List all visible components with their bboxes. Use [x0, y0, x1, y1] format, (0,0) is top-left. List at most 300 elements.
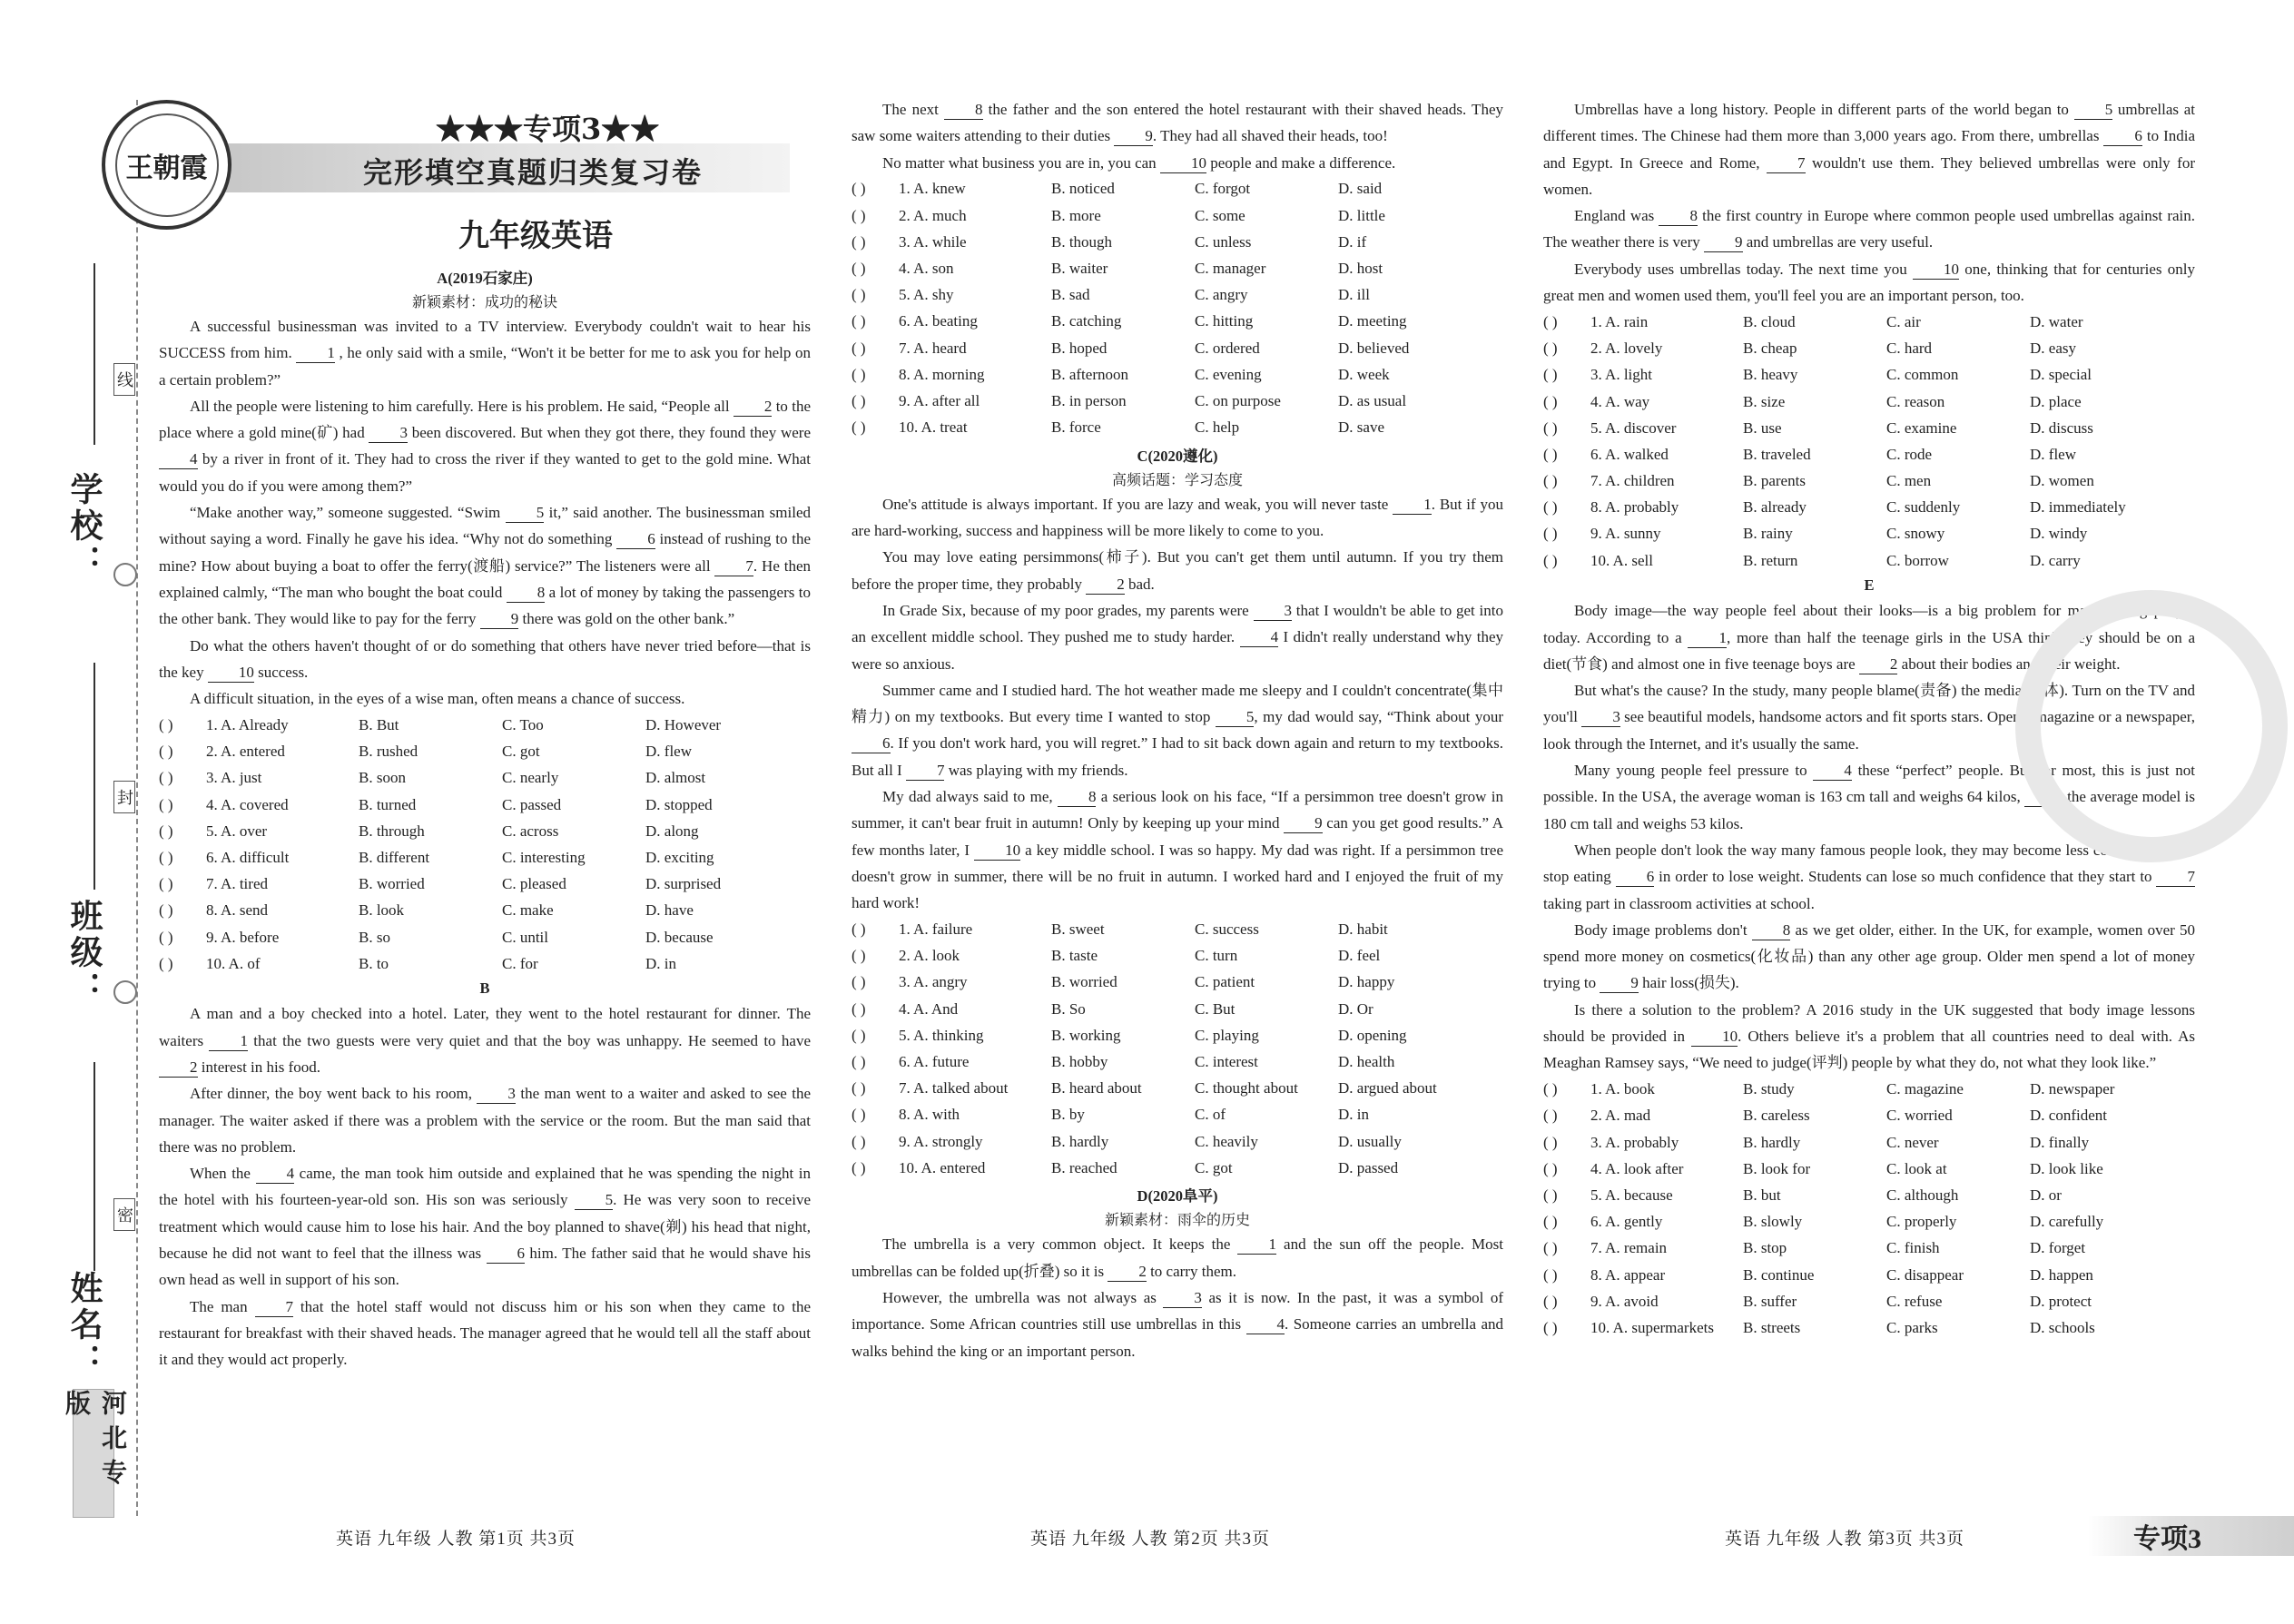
blank-number[interactable]: 6 [616, 530, 655, 549]
blank-number[interactable]: 3 [1254, 602, 1293, 621]
option-choice[interactable]: D. said [1338, 180, 1383, 198]
answer-paren[interactable]: ( ) [852, 312, 866, 330]
answer-paren[interactable]: ( ) [852, 973, 866, 991]
option-choice[interactable]: D. meeting [1338, 312, 1407, 330]
answer-paren[interactable]: ( ) [159, 954, 173, 972]
blank-number[interactable]: 5 [1216, 708, 1255, 727]
option-choice[interactable]: C. manager [1195, 260, 1266, 278]
answer-paren[interactable]: ( ) [159, 716, 173, 734]
option-choice[interactable]: C. pleased [502, 875, 566, 893]
option-choice[interactable]: 5. A. shy [899, 286, 954, 304]
option-choice[interactable]: 5. A. discover [1590, 418, 1677, 437]
option-choice[interactable]: C. help [1195, 418, 1240, 437]
option-choice[interactable]: 4. A. And [899, 999, 959, 1018]
option-choice[interactable]: D. save [1338, 418, 1384, 437]
option-choice[interactable]: B. already [1743, 498, 1807, 517]
answer-paren[interactable]: ( ) [852, 1106, 866, 1124]
blank-number[interactable]: 9 [1114, 127, 1153, 146]
option-choice[interactable]: B. noticed [1051, 180, 1115, 198]
answer-paren[interactable]: ( ) [1543, 392, 1558, 410]
option-choice[interactable]: 9. A. strongly [899, 1132, 983, 1150]
answer-paren[interactable]: ( ) [1543, 1239, 1558, 1257]
blank-number[interactable]: 9 [1284, 814, 1323, 833]
answer-paren[interactable]: ( ) [159, 848, 173, 866]
option-choice[interactable]: D. carry [2030, 551, 2081, 569]
option-choice[interactable]: C. turn [1195, 947, 1238, 965]
option-choice[interactable]: D. as usual [1338, 391, 1407, 409]
option-choice[interactable]: D. argued about [1338, 1079, 1437, 1097]
blank-number[interactable]: 6 [2103, 127, 2142, 146]
option-choice[interactable]: D. habit [1338, 920, 1388, 939]
option-choice[interactable]: B. slowly [1743, 1213, 1803, 1231]
answer-paren[interactable]: ( ) [852, 1053, 866, 1071]
option-choice[interactable]: 3. A. probably [1590, 1133, 1679, 1151]
blank-number[interactable]: 7 [2156, 868, 2195, 887]
option-choice[interactable]: D. carefully [2030, 1213, 2104, 1231]
option-choice[interactable]: B. sweet [1051, 920, 1105, 939]
blank-number[interactable]: 7 [906, 762, 945, 781]
answer-paren[interactable]: ( ) [1543, 1186, 1558, 1204]
option-choice[interactable]: D. ill [1338, 286, 1370, 304]
option-choice[interactable]: D. flew [645, 743, 692, 761]
option-choice[interactable]: C. But [1195, 999, 1236, 1018]
option-choice[interactable]: B. suffer [1743, 1292, 1797, 1310]
blank-number[interactable]: 4 [1240, 628, 1279, 647]
blank-number[interactable]: 4 [256, 1165, 295, 1184]
option-choice[interactable]: 1. A. failure [899, 920, 973, 939]
option-choice[interactable]: 6. A. gently [1590, 1213, 1663, 1231]
option-choice[interactable]: C. on purpose [1195, 391, 1281, 409]
answer-paren[interactable]: ( ) [1543, 366, 1558, 384]
option-choice[interactable]: B. careless [1743, 1107, 1810, 1125]
option-choice[interactable]: C. interesting [502, 848, 586, 866]
option-choice[interactable]: B. by [1051, 1106, 1085, 1124]
option-choice[interactable]: C. interest [1195, 1053, 1258, 1071]
option-choice[interactable]: 6. A. beating [899, 312, 978, 330]
answer-paren[interactable]: ( ) [159, 743, 173, 761]
answer-paren[interactable]: ( ) [852, 232, 866, 251]
answer-paren[interactable]: ( ) [852, 206, 866, 224]
option-choice[interactable]: C. across [502, 822, 559, 840]
option-choice[interactable]: D. if [1338, 232, 1367, 251]
blank-number[interactable]: 2 [159, 1058, 198, 1078]
answer-paren[interactable]: ( ) [1543, 1318, 1558, 1336]
option-choice[interactable]: B. heard about [1051, 1079, 1142, 1097]
blank-number[interactable]: 7 [714, 557, 753, 576]
option-choice[interactable]: C. angry [1195, 286, 1248, 304]
option-choice[interactable]: B. look [359, 901, 405, 920]
option-choice[interactable]: B. hardly [1743, 1133, 1801, 1151]
option-choice[interactable]: D. along [645, 822, 699, 840]
option-choice[interactable]: C. for [502, 954, 538, 972]
blank-number[interactable]: 10 [208, 664, 254, 683]
option-choice[interactable]: C. Too [502, 716, 544, 734]
option-choice[interactable]: B. rushed [359, 743, 418, 761]
answer-paren[interactable]: ( ) [1543, 525, 1558, 543]
option-choice[interactable]: B. through [359, 822, 425, 840]
blank-number[interactable]: 3 [1163, 1289, 1202, 1308]
answer-paren[interactable]: ( ) [159, 795, 173, 813]
answer-paren[interactable]: ( ) [1543, 1292, 1558, 1310]
option-choice[interactable]: D. look like [2030, 1159, 2103, 1177]
answer-paren[interactable]: ( ) [852, 1132, 866, 1150]
option-choice[interactable]: D. Or [1338, 999, 1373, 1018]
option-choice[interactable]: C. success [1195, 920, 1259, 939]
option-choice[interactable]: 5. A. over [206, 822, 268, 840]
option-choice[interactable]: C. passed [502, 795, 562, 813]
option-choice[interactable]: D. feel [1338, 947, 1381, 965]
option-choice[interactable]: 5. A. thinking [899, 1026, 984, 1044]
option-choice[interactable]: C. men [1886, 472, 1932, 490]
answer-paren[interactable]: ( ) [159, 769, 173, 787]
answer-paren[interactable]: ( ) [1543, 498, 1558, 517]
answer-paren[interactable]: ( ) [1543, 445, 1558, 463]
answer-paren[interactable]: ( ) [852, 365, 866, 383]
blank-number[interactable]: 4 [1246, 1315, 1285, 1334]
option-choice[interactable]: 4. A. covered [206, 795, 289, 813]
option-choice[interactable]: C. some [1195, 206, 1245, 224]
option-choice[interactable]: B. cheap [1743, 340, 1797, 358]
option-choice[interactable]: 3. A. light [1590, 366, 1653, 384]
option-choice[interactable]: D. health [1338, 1053, 1395, 1071]
option-choice[interactable]: B. different [359, 848, 430, 866]
option-choice[interactable]: B. so [359, 928, 390, 946]
option-choice[interactable]: C. patient [1195, 973, 1255, 991]
answer-paren[interactable]: ( ) [159, 901, 173, 920]
option-choice[interactable]: D. special [2030, 366, 2092, 384]
option-choice[interactable]: B. rainy [1743, 525, 1793, 543]
option-choice[interactable]: D. easy [2030, 340, 2076, 358]
option-choice[interactable]: D. immediately [2030, 498, 2126, 517]
option-choice[interactable]: D. protect [2030, 1292, 2092, 1310]
option-choice[interactable]: B. soon [359, 769, 406, 787]
option-choice[interactable]: 6. A. difficult [206, 848, 290, 866]
blank-number[interactable]: 7 [1767, 154, 1806, 173]
option-choice[interactable]: D. women [2030, 472, 2094, 490]
option-choice[interactable]: C. magazine [1886, 1080, 1964, 1098]
blank-number[interactable]: 1 [296, 344, 335, 363]
blank-number[interactable]: 10 [1691, 1028, 1738, 1047]
answer-paren[interactable]: ( ) [852, 391, 866, 409]
option-choice[interactable]: D. surprised [645, 875, 722, 893]
option-choice[interactable]: B. stop [1743, 1239, 1787, 1257]
option-choice[interactable]: B. in person [1051, 391, 1127, 409]
option-choice[interactable]: B. to [359, 954, 389, 972]
option-choice[interactable]: C. although [1886, 1186, 1959, 1204]
option-choice[interactable]: 7. A. talked about [899, 1079, 1009, 1097]
option-choice[interactable]: B. waiter [1051, 260, 1108, 278]
option-choice[interactable]: C. suddenly [1886, 498, 1961, 517]
option-choice[interactable]: B. worried [359, 875, 425, 893]
answer-paren[interactable]: ( ) [852, 1079, 866, 1097]
option-choice[interactable]: D. happy [1338, 973, 1395, 991]
answer-paren[interactable]: ( ) [852, 920, 866, 939]
option-choice[interactable]: 2. A. much [899, 206, 967, 224]
option-choice[interactable]: B. But [359, 716, 399, 734]
answer-paren[interactable]: ( ) [1543, 1213, 1558, 1231]
option-choice[interactable]: 6. A. walked [1590, 445, 1669, 463]
option-choice[interactable]: B. look for [1743, 1159, 1811, 1177]
blank-number[interactable]: 9 [480, 610, 519, 629]
option-choice[interactable]: 2. A. lovely [1590, 340, 1663, 358]
option-choice[interactable]: B. use [1743, 418, 1782, 437]
option-choice[interactable]: B. traveled [1743, 445, 1811, 463]
blank-number[interactable]: 5 [506, 504, 545, 523]
option-choice[interactable]: C. rode [1886, 445, 1933, 463]
option-choice[interactable]: 9. A. sunny [1590, 525, 1661, 543]
option-choice[interactable]: D. newspaper [2030, 1080, 2115, 1098]
option-choice[interactable]: 10. A. entered [899, 1158, 986, 1176]
answer-paren[interactable]: ( ) [852, 1026, 866, 1044]
option-choice[interactable]: D. usually [1338, 1132, 1402, 1150]
option-choice[interactable]: C. hard [1886, 340, 1933, 358]
option-choice[interactable]: B. study [1743, 1080, 1795, 1098]
option-choice[interactable]: C. ordered [1195, 339, 1260, 357]
answer-paren[interactable]: ( ) [852, 260, 866, 278]
blank-number[interactable]: 6 [852, 734, 891, 753]
option-choice[interactable]: 10. A. of [206, 954, 261, 972]
option-choice[interactable]: 8. A. appear [1590, 1265, 1666, 1284]
option-choice[interactable]: D. stopped [645, 795, 713, 813]
answer-paren[interactable]: ( ) [159, 875, 173, 893]
option-choice[interactable]: 1. A. rain [1590, 312, 1649, 330]
option-choice[interactable]: C. air [1886, 312, 1921, 330]
option-choice[interactable]: C. borrow [1886, 551, 1949, 569]
option-choice[interactable]: D. forget [2030, 1239, 2086, 1257]
option-choice[interactable]: B. size [1743, 392, 1786, 410]
option-choice[interactable]: 2. A. mad [1590, 1107, 1651, 1125]
option-choice[interactable]: B. return [1743, 551, 1798, 569]
option-choice[interactable]: B. So [1051, 999, 1086, 1018]
option-choice[interactable]: C. finish [1886, 1239, 1940, 1257]
blank-number[interactable]: 3 [1581, 708, 1620, 727]
option-choice[interactable]: B. more [1051, 206, 1101, 224]
blank-number[interactable]: 6 [1616, 868, 1655, 887]
option-choice[interactable]: C. refuse [1886, 1292, 1943, 1310]
option-choice[interactable]: 8. A. morning [899, 365, 985, 383]
option-choice[interactable]: D. because [645, 928, 714, 946]
option-choice[interactable]: D. or [2030, 1186, 2062, 1204]
option-choice[interactable]: 1. A. Already [206, 716, 289, 734]
option-choice[interactable]: 4. A. look after [1590, 1159, 1684, 1177]
option-choice[interactable]: 8. A. send [206, 901, 268, 920]
option-choice[interactable]: 8. A. probably [1590, 498, 1679, 517]
blank-number[interactable]: 2 [1108, 1263, 1147, 1282]
option-choice[interactable]: D. happen [2030, 1265, 2093, 1284]
option-choice[interactable]: B. though [1051, 232, 1113, 251]
answer-paren[interactable]: ( ) [852, 418, 866, 437]
option-choice[interactable]: 1. A. book [1590, 1080, 1655, 1098]
option-choice[interactable]: C. properly [1886, 1213, 1957, 1231]
blank-number[interactable]: 9 [1704, 233, 1743, 252]
option-choice[interactable]: B. cloud [1743, 312, 1796, 330]
option-choice[interactable]: D. flew [2030, 445, 2076, 463]
option-choice[interactable]: B. heavy [1743, 366, 1798, 384]
blank-number[interactable]: 5 [575, 1191, 614, 1210]
option-choice[interactable]: 10. A. supermarkets [1590, 1318, 1714, 1336]
blank-number[interactable]: 4 [1813, 762, 1852, 781]
answer-paren[interactable]: ( ) [1543, 1159, 1558, 1177]
answer-paren[interactable]: ( ) [1543, 1080, 1558, 1098]
answer-paren[interactable]: ( ) [1543, 1107, 1558, 1125]
option-choice[interactable]: 3. A. just [206, 769, 262, 787]
option-choice[interactable]: C. thought about [1195, 1079, 1298, 1097]
blank-number[interactable]: 8 [1752, 921, 1791, 940]
option-choice[interactable]: D. confident [2030, 1107, 2107, 1125]
answer-paren[interactable]: ( ) [1543, 1133, 1558, 1151]
blank-number[interactable]: 6 [487, 1245, 526, 1264]
option-choice[interactable]: B. continue [1743, 1265, 1815, 1284]
option-choice[interactable]: C. nearly [502, 769, 559, 787]
answer-paren[interactable]: ( ) [852, 1158, 866, 1176]
option-choice[interactable]: 2. A. look [899, 947, 960, 965]
blank-number[interactable]: 2 [1859, 655, 1898, 674]
option-choice[interactable]: B. catching [1051, 312, 1122, 330]
blank-number[interactable]: 10 [1913, 261, 1959, 280]
option-choice[interactable]: C. hitting [1195, 312, 1254, 330]
option-choice[interactable]: D. discuss [2030, 418, 2093, 437]
option-choice[interactable]: D. in [645, 954, 676, 972]
blank-number[interactable]: 9 [1600, 974, 1639, 993]
option-choice[interactable]: 7. A. heard [899, 339, 967, 357]
option-choice[interactable]: B. hardly [1051, 1132, 1109, 1150]
option-choice[interactable]: D. place [2030, 392, 2082, 410]
blank-number[interactable]: 10 [1160, 154, 1206, 173]
option-choice[interactable]: C. got [1195, 1158, 1233, 1176]
option-choice[interactable]: D. finally [2030, 1133, 2090, 1151]
option-choice[interactable]: B. parents [1743, 472, 1806, 490]
blank-number[interactable]: 2 [1086, 576, 1125, 595]
option-choice[interactable]: D. little [1338, 206, 1385, 224]
blank-number[interactable]: 3 [369, 424, 408, 443]
option-choice[interactable]: D. almost [645, 769, 706, 787]
option-choice[interactable]: C. snowy [1886, 525, 1945, 543]
blank-number[interactable]: 1 [1393, 496, 1432, 515]
option-choice[interactable]: D. However [645, 716, 722, 734]
answer-paren[interactable]: ( ) [1543, 340, 1558, 358]
option-choice[interactable]: 3. A. while [899, 232, 967, 251]
option-choice[interactable]: D. host [1338, 260, 1383, 278]
option-choice[interactable]: C. unless [1195, 232, 1252, 251]
option-choice[interactable]: C. common [1886, 366, 1959, 384]
option-choice[interactable]: D. water [2030, 312, 2083, 330]
option-choice[interactable]: 4. A. son [899, 260, 954, 278]
answer-paren[interactable]: ( ) [852, 339, 866, 357]
option-choice[interactable]: C. until [502, 928, 549, 946]
option-choice[interactable]: C. got [502, 743, 540, 761]
option-choice[interactable]: C. disappear [1886, 1265, 1964, 1284]
blank-number[interactable]: 8 [944, 101, 983, 120]
answer-paren[interactable]: ( ) [1543, 551, 1558, 569]
option-choice[interactable]: 10. A. sell [1590, 551, 1653, 569]
blank-number[interactable]: 4 [159, 450, 198, 469]
option-choice[interactable]: 9. A. avoid [1590, 1292, 1659, 1310]
blank-number[interactable]: 8 [507, 584, 546, 603]
blank-number[interactable]: 8 [1058, 788, 1097, 807]
option-choice[interactable]: C. look at [1886, 1159, 1947, 1177]
option-choice[interactable]: C. never [1886, 1133, 1939, 1151]
option-choice[interactable]: B. but [1743, 1186, 1781, 1204]
option-choice[interactable]: D. passed [1338, 1158, 1399, 1176]
option-choice[interactable]: B. streets [1743, 1318, 1801, 1336]
option-choice[interactable]: 7. A. children [1590, 472, 1675, 490]
option-choice[interactable]: B. hoped [1051, 339, 1108, 357]
option-choice[interactable]: B. worried [1051, 973, 1117, 991]
answer-paren[interactable]: ( ) [159, 822, 173, 840]
blank-number[interactable]: 3 [477, 1085, 516, 1104]
option-choice[interactable]: D. week [1338, 365, 1390, 383]
option-choice[interactable]: C. make [502, 901, 554, 920]
option-choice[interactable]: B. reached [1051, 1158, 1117, 1176]
blank-number[interactable]: 10 [974, 842, 1020, 861]
answer-paren[interactable]: ( ) [159, 928, 173, 946]
option-choice[interactable]: D. have [645, 901, 694, 920]
option-choice[interactable]: 7. A. remain [1590, 1239, 1668, 1257]
blank-number[interactable]: 5 [2024, 788, 2063, 807]
blank-number[interactable]: 5 [2074, 101, 2113, 120]
option-choice[interactable]: B. turned [359, 795, 417, 813]
answer-paren[interactable]: ( ) [852, 180, 866, 198]
option-choice[interactable]: C. examine [1886, 418, 1957, 437]
blank-number[interactable]: 1 [209, 1032, 248, 1051]
option-choice[interactable]: 3. A. angry [899, 973, 968, 991]
option-choice[interactable]: B. force [1051, 418, 1101, 437]
option-choice[interactable]: 7. A. tired [206, 875, 268, 893]
option-choice[interactable]: C. worried [1886, 1107, 1953, 1125]
option-choice[interactable]: D. schools [2030, 1318, 2095, 1336]
option-choice[interactable]: 2. A. entered [206, 743, 285, 761]
option-choice[interactable]: C. heavily [1195, 1132, 1258, 1150]
option-choice[interactable]: D. exciting [645, 848, 714, 866]
answer-paren[interactable]: ( ) [1543, 418, 1558, 437]
option-choice[interactable]: 8. A. with [899, 1106, 960, 1124]
blank-number[interactable]: 2 [733, 398, 773, 417]
answer-paren[interactable]: ( ) [1543, 472, 1558, 490]
option-choice[interactable]: B. hobby [1051, 1053, 1108, 1071]
option-choice[interactable]: 1. A. knew [899, 180, 966, 198]
option-choice[interactable]: D. in [1338, 1106, 1369, 1124]
option-choice[interactable]: B. taste [1051, 947, 1098, 965]
option-choice[interactable]: C. reason [1886, 392, 1945, 410]
blank-number[interactable]: 1 [1237, 1235, 1276, 1255]
option-choice[interactable]: 9. A. after all [899, 391, 980, 409]
option-choice[interactable]: C. of [1195, 1106, 1226, 1124]
option-choice[interactable]: B. afternoon [1051, 365, 1128, 383]
option-choice[interactable]: B. working [1051, 1026, 1121, 1044]
option-choice[interactable]: C. evening [1195, 365, 1262, 383]
option-choice[interactable]: C. parks [1886, 1318, 1938, 1336]
answer-paren[interactable]: ( ) [1543, 1265, 1558, 1284]
option-choice[interactable]: 4. A. way [1590, 392, 1650, 410]
answer-paren[interactable]: ( ) [852, 286, 866, 304]
option-choice[interactable]: 6. A. future [899, 1053, 970, 1071]
option-choice[interactable]: B. sad [1051, 286, 1090, 304]
option-choice[interactable]: C. forgot [1195, 180, 1251, 198]
option-choice[interactable]: 5. A. because [1590, 1186, 1673, 1204]
answer-paren[interactable]: ( ) [1543, 312, 1558, 330]
option-choice[interactable]: D. windy [2030, 525, 2088, 543]
option-choice[interactable]: D. opening [1338, 1026, 1407, 1044]
blank-number[interactable]: 7 [255, 1298, 294, 1317]
answer-paren[interactable]: ( ) [852, 947, 866, 965]
option-choice[interactable]: D. believed [1338, 339, 1410, 357]
answer-paren[interactable]: ( ) [852, 999, 866, 1018]
option-choice[interactable]: C. playing [1195, 1026, 1259, 1044]
blank-number[interactable]: 8 [1659, 207, 1698, 226]
option-choice[interactable]: 10. A. treat [899, 418, 968, 437]
option-choice[interactable]: 9. A. before [206, 928, 280, 946]
blank-number[interactable]: 1 [1688, 629, 1727, 648]
